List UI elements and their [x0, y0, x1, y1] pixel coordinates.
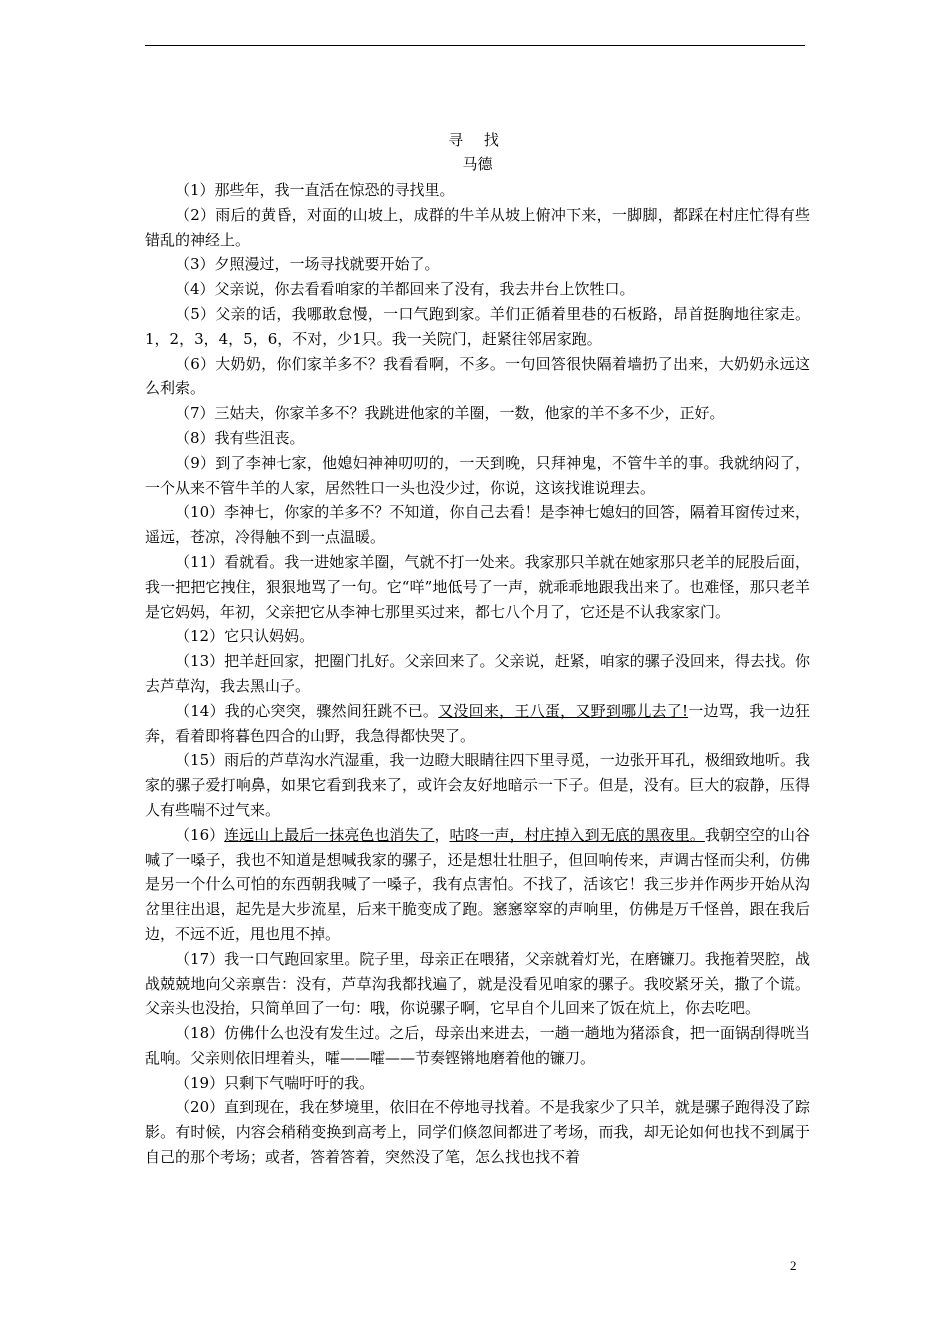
paragraph-17: （17）我一口气跑回家里。院子里，母亲正在喂猪，父亲就着灯光，在磨镰刀。我拖着哭腔，战战兢兢地向父亲禀告：没有，芦草沟我都找遍了，就是没看见咱家的骡子。我咬紧牙关，撒了个谎。父亲头也没抬，只简单回了一句：哦，你说骡子啊，它早自个儿回来了饭在炕上，你去吃吧。	[145, 949, 810, 1018]
paragraph-16-mid: ，	[434, 825, 450, 844]
paragraph-16-post: 我朝空空的山谷喊了一嗓子，我也不知道是想喊我家的骡子，还是想壮壮胆子，但回响传来，声调古怪而尖利，仿佛是另一个什么可怕的东西朝我喊了一嗓子，我有点害怕。不找了，活该它！我三步并作两步开始从沟岔里往出退，起先是大步流星，后来干脆变成了跑。窸窸窣窣的声响里，仿佛是万千怪兽，跟在我后边，不远不近，甩也甩不掉。	[145, 825, 810, 943]
paragraph-14-pre: （14）我的心突突，骤然间狂跳不已。	[175, 701, 439, 720]
paragraph-16-underlined-1: 连远山上最后一抹亮色也消失了	[224, 825, 435, 844]
paragraph-7: （7）三姑夫，你家羊多不？我跳进他家的羊圈，一数，他家的羊不多不少，正好。	[175, 404, 725, 423]
header-rule	[145, 45, 805, 46]
article-author: 马德	[462, 155, 493, 173]
paragraph-3: （3）夕照漫过，一场寻找就要开始了。	[175, 255, 440, 274]
paragraph-1: （1）那些年，我一直活在惊恐的寻找里。	[175, 181, 455, 199]
paragraph-8: （8）我有些沮丧。	[175, 428, 305, 447]
paragraph-13: （13）把羊赶回家，把圈门扎好。父亲回来了。父亲说，赶紧，咱家的骡子没回来，得去找。你去芦草沟，我去黑山子。	[145, 652, 810, 695]
paragraph-16-underlined-2: 咕咚一声，村庄掉入到无底的黑夜里。	[449, 825, 705, 844]
document-body	[145, 128, 810, 1170]
paragraph-9: （9）到了李神七家，他媳妇神神叨叨的，一天到晚，只拜神鬼，不管牛羊的事。我就纳闷了，一个从来不管牛羊的人家，居然牲口一头也没少过，你说，这该找谁说理去。	[145, 453, 810, 497]
paragraph-18: （18）仿佛什么也没有发生过。之后，母亲出来进去，一趟一趟地为猪添食，把一面锅刮得咣当乱响。父亲则依旧埋着头，嚯——嚯——节奏铿锵地磨着他的镰刀。	[145, 1024, 810, 1067]
paragraph-6: （6）大奶奶，你们家羊多不？我看看啊，不多。一句回答很快隔着墙扔了出来，大奶奶永远这么利索。	[145, 354, 810, 398]
paragraph-14	[145, 699, 810, 749]
paragraph-14-post: 一边骂，我一边狂奔，看着即将暮色四合的山野，我急得都快哭了。	[145, 701, 811, 745]
paragraph-16	[145, 823, 810, 947]
article-title: 寻 找	[448, 131, 507, 149]
paragraph-4: （4）父亲说，你去看看咱家的羊都回来了没有，我去井台上饮牲口。	[175, 280, 635, 299]
page-number: 2	[790, 1258, 797, 1273]
paragraph-11: （11）看就看。我一进她家羊圈，气就不打一处来。我家那只羊就在她家那只老羊的屁股后面，我一把把它拽住，狠狠地骂了一句。它“咩”地低号了一声，就乖乖地跟我出来了。也难怪，那只老羊是它妈妈，年初，父亲把它从李神七那里买过来，都七八个月了，它还是不认我家家门。	[145, 552, 810, 621]
paragraph-15: （15）雨后的芦草沟水汽湿重，我一边瞪大眼睛往四下里寻觅，一边张开耳孔，极细致地听。我家的骡子爱打响鼻，如果它看到我来了，或许会友好地暗示一下子。但是，没有。巨大的寂静，压得人有些喘不过气来。	[145, 751, 810, 819]
paragraph-2: （2）雨后的黄昏，对面的山坡上，成群的牛羊从坡上俯冲下来，一脚脚，都踩在村庄忙得有些错乱的神经上。	[145, 205, 810, 249]
paragraph-19: （19）只剩下气喘吁吁的我。	[175, 1073, 375, 1092]
paragraph-16-pre: （16）	[175, 825, 225, 844]
paragraph-14-underlined: 又没回来，王八蛋，又野到哪儿去了!	[438, 701, 689, 720]
paragraph-12: （12）它只认妈妈。	[175, 627, 315, 646]
paragraph-20: （20）直到现在，我在梦境里，依旧在不停地寻找着。不是我家少了只羊，就是骡子跑得没了踪影。有时候，内容会稍稍变换到高考上，同学们倏忽间都进了考场，而我，却无论如何也找不到属于自己的那个考场；或者，答着答着，突然没了笔，怎么找也找不着	[145, 1098, 810, 1167]
paragraph-5: （5）父亲的话，我哪敢怠慢，一口气跑到家。羊们正循着里巷的石板路，昂首挺胸地往家走。1，2，3，4，5，6，不对，少1只。我一关院门，赶紧往邻居家跑。	[145, 304, 810, 348]
paragraph-10: （10）李神七，你家的羊多不？不知道，你自己去看！是李神七媳妇的回答，隔着耳窗传过来，遥远，苍凉，冷得触不到一点温暖。	[145, 503, 810, 547]
